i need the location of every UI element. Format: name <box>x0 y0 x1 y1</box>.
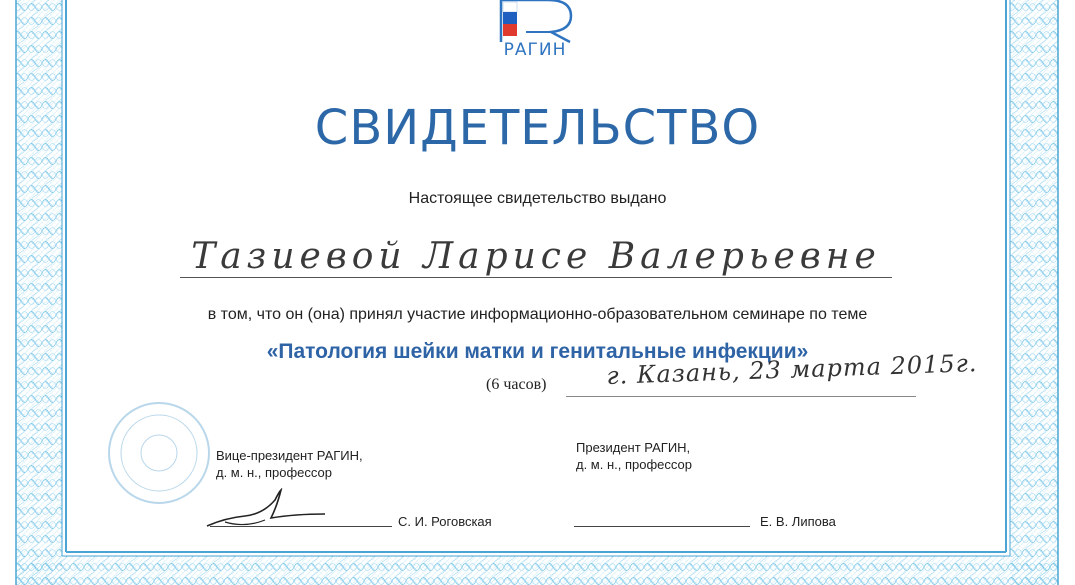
place-date-handwritten: г. Казань, 23 марта 2015г. <box>606 349 978 390</box>
vice-president-title <box>216 447 363 481</box>
place-date-underline <box>566 396 916 397</box>
vice-president-name: С. И. Роговская <box>398 514 492 529</box>
president-title-line1: Президент РАГИН, <box>576 440 691 455</box>
issued-text: Настоящее свидетельство выдано <box>408 190 667 207</box>
president-signature-line <box>574 526 750 527</box>
recipient-name: Тазиевой Ларисе Валерьевне <box>191 236 881 277</box>
president-title-line2: д. м. н., профессор <box>576 457 693 472</box>
vice-president-signature-line <box>210 526 392 527</box>
logo-text: РАГИН <box>503 40 567 60</box>
hours-text: (6 часов) <box>486 376 547 393</box>
signature-icon <box>205 488 335 536</box>
seminar-topic: «Патология шейки матки и генитальные инфекции» <box>266 340 809 363</box>
president-name: Е. В. Липова <box>760 514 836 529</box>
president-title <box>576 439 692 473</box>
certificate-title: СВИДЕТЕЛЬСТВО <box>314 100 761 156</box>
vice-president-title-line2: д. м. н., профессор <box>216 465 333 480</box>
stamp-icon <box>104 398 214 508</box>
statement-text: в том, что он (она) принял участие информационно-образовательном семинаре по теме <box>207 306 868 323</box>
vice-president-title-line1: Вице-президент РАГИН, <box>216 448 363 463</box>
name-underline <box>180 277 892 278</box>
